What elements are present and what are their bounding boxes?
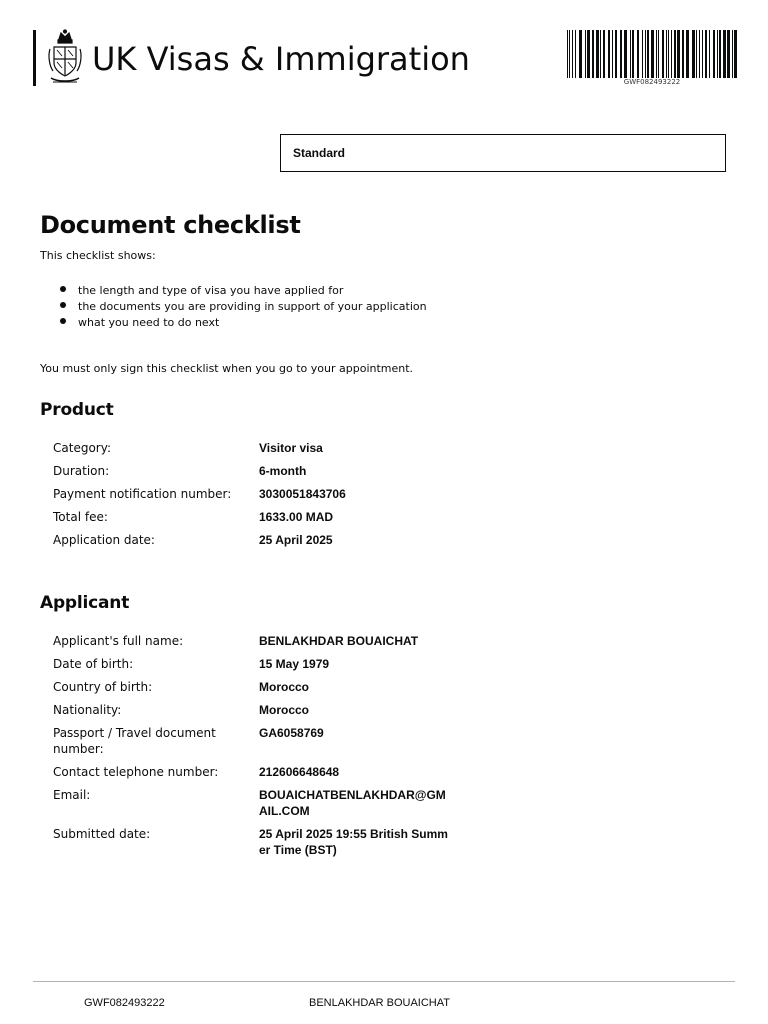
barcode-bar (719, 30, 721, 78)
detail-row-category (53, 440, 493, 456)
barcode-bar (662, 30, 664, 78)
barcode-bar (686, 30, 689, 78)
barcode-bar (702, 30, 703, 78)
checklist-intro: This checklist shows: (40, 249, 156, 262)
footer-reference: GWF082493222 (84, 997, 165, 1009)
product-heading: Product (40, 400, 114, 420)
detail-label: Date of birth: (53, 657, 134, 671)
applicant-details (53, 633, 493, 865)
detail-label: Applicant's full name: (53, 634, 184, 648)
detail-label: Payment notification number: (53, 487, 232, 501)
detail-value: Morocco (259, 680, 310, 694)
detail-value: GA6058769 (259, 726, 324, 740)
barcode-bar (696, 30, 697, 78)
detail-value: 3030051843706 (259, 487, 346, 501)
detail-label: Application date: (53, 533, 155, 547)
page-title: Document checklist (40, 211, 301, 239)
detail-value: Visitor visa (259, 441, 323, 455)
service-level-box (280, 134, 726, 172)
detail-label: Contact telephone number: (53, 765, 219, 779)
barcode-bar (709, 30, 710, 78)
detail-value: BENLAKHDAR BOUAICHAT (259, 634, 419, 648)
barcode-bar (572, 30, 573, 78)
barcode-bar (615, 30, 617, 78)
barcode-bar (569, 30, 570, 78)
barcode-bar (592, 30, 594, 78)
footer-divider (33, 981, 735, 982)
detail-row-submitted-date (53, 826, 493, 858)
barcode-bar (587, 30, 590, 78)
barcode-bar (647, 30, 649, 78)
barcode-bar (612, 30, 613, 78)
barcode-bar (585, 30, 586, 78)
barcode-bar (624, 30, 627, 78)
barcode-bar (620, 30, 622, 78)
barcode-bar (645, 30, 646, 78)
barcode-bar (734, 30, 737, 78)
barcode-bar (677, 30, 680, 78)
detail-label: Nationality: (53, 703, 122, 717)
brand-divider (33, 30, 36, 86)
detail-row-nationality (53, 702, 493, 718)
barcode-bar (630, 30, 631, 78)
detail-value: BOUAICHATBENLAKHDAR@GMAIL.COM (259, 788, 446, 818)
barcode-bar (637, 30, 639, 78)
barcode-bar (713, 30, 715, 78)
detail-row-country-of-birth (53, 679, 493, 695)
barcode-bar (567, 30, 568, 78)
applicant-heading: Applicant (40, 593, 130, 613)
barcode-bar (651, 30, 654, 78)
barcode-bar (705, 30, 707, 78)
barcode-bar (656, 30, 657, 78)
barcode-bar (723, 30, 726, 78)
detail-value: 25 April 2025 (259, 533, 333, 547)
checklist-bullets (40, 283, 427, 331)
detail-row-total-fee (53, 509, 493, 525)
barcode-bar (666, 30, 667, 78)
barcode-bar (579, 30, 582, 78)
barcode-bar (727, 30, 730, 78)
detail-label: Country of birth: (53, 680, 153, 694)
bullet-item: the length and type of visa you have applied for (40, 283, 427, 299)
detail-value: 212606648648 (259, 765, 340, 779)
detail-value: 6-month (259, 464, 307, 478)
detail-label: Category: (53, 441, 111, 455)
detail-label: Email: (53, 788, 91, 802)
barcode-number: GWF082493222 (623, 78, 681, 86)
detail-value: 15 May 1979 (259, 657, 330, 671)
barcode-bar (692, 30, 695, 78)
detail-row-full-name (53, 633, 493, 649)
royal-coat-of-arms-icon (47, 29, 83, 87)
barcode-bar (699, 30, 700, 78)
barcode-bar (717, 30, 718, 78)
sign-instruction: You must only sign this checklist when you go to your appointment. (40, 362, 414, 375)
barcode-bar (658, 30, 659, 78)
detail-value: 1633.00 MAD (259, 510, 334, 524)
service-level-label: Standard (293, 146, 346, 160)
detail-row-passport-number (53, 725, 493, 757)
barcode (567, 30, 737, 82)
barcode-bar (603, 30, 605, 78)
detail-label: Duration: (53, 464, 110, 478)
barcode-bar (608, 30, 610, 78)
detail-row-email (53, 787, 493, 819)
bullet-item: the documents you are providing in support of your application (40, 299, 427, 315)
footer-applicant-name: BENLAKHDAR BOUAICHAT (309, 997, 450, 1009)
detail-row-application-date (53, 532, 493, 548)
detail-row-date-of-birth (53, 656, 493, 672)
detail-label: Submitted date: (53, 827, 151, 841)
product-details (53, 440, 493, 555)
barcode-bar (674, 30, 676, 78)
brand-title: UK Visas & Immigration (92, 40, 470, 78)
detail-label: Total fee: (53, 510, 108, 524)
detail-row-payment-number (53, 486, 493, 502)
barcode-bar (671, 30, 672, 78)
bullet-item: what you need to do next (40, 315, 427, 331)
barcode-bar (575, 30, 576, 78)
barcode-bar (632, 30, 634, 78)
barcode-bar (600, 30, 601, 78)
detail-label: Passport / Travel document number: (53, 726, 216, 756)
barcode-bar (642, 30, 643, 78)
detail-row-telephone (53, 764, 493, 780)
detail-row-duration (53, 463, 493, 479)
barcode-bar (682, 30, 684, 78)
barcode-bar (668, 30, 669, 78)
detail-value: Morocco (259, 703, 310, 717)
barcode-bar (732, 30, 733, 78)
detail-value: 25 April 2025 19:55 British Summer Time (BST) (259, 827, 448, 857)
barcode-bar (596, 30, 599, 78)
